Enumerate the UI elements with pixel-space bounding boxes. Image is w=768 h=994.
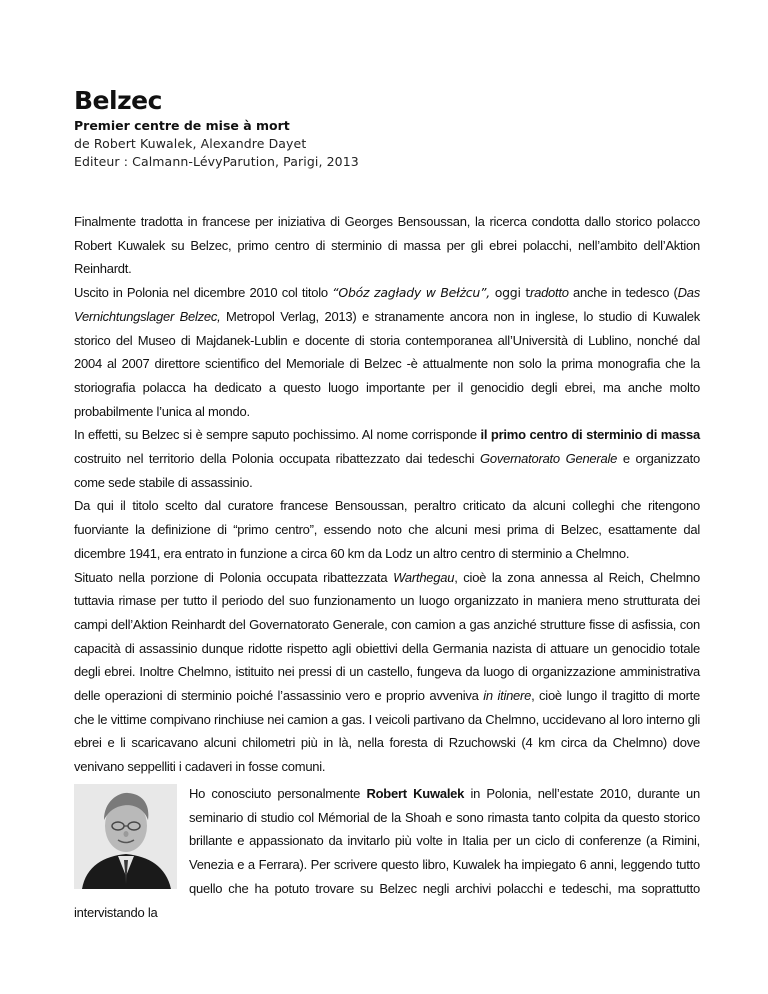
book-title: Belzec <box>74 86 162 115</box>
german-title: Das Vernichtungslager Belzec, <box>74 285 701 324</box>
article-body <box>74 210 700 779</box>
polish-title: “Obóz zagłady w Bełżcu”, <box>332 285 491 301</box>
bold-author-name: Robert Kuwalek <box>366 786 465 801</box>
paragraph-publication: Uscito in Polonia nel dicembre 2010 col titolo “Obóz zagłady w Bełżcu”, oggi tradotto anche in tedesco (Das Vernichtungslager Belzec, Metropol Verlag, 2013) e stranamente ancora non in inglese, lo studio di Kuwalek storico del Museo di Majdanek-Lublin e docente di storia contemporanea all’Università di Lublino, nonché dal 2004 al 2007 direttore scientifico del Memoriale di Belzec -è attualmente non solo la prima monografia che la storiografia polacca ha dedicato a questo luogo importante per il genocidio degli ebrei, ma anche molto probabilmente l’unica al mondo. <box>74 285 701 419</box>
paragraph-title-choice: Da qui il titolo scelto dal curatore francese Bensoussan, peraltro criticato da alcuni colleghi che ritengono fuorviante la definizione di “primo centro”, essendo noto che alcuni mesi prima di Belzec, esattamente dal dicembre 1941, era entrato in funzione a circa 60 km da Lodz un altro centro di sterminio a Chelmno. <box>74 498 700 561</box>
paragraph-intro: Finalmente tradotta in francese per iniziativa di Georges Bensoussan, la ricerca condotta dallo storico polacco Robert Kuwalek su Belzec, primo centro di sterminio di massa per gli ebrei polacchi, nell’ambito dell’Aktion Reinhardt. <box>74 214 700 277</box>
book-subtitle: Premier centre de mise à mort <box>74 118 290 133</box>
author-photo <box>74 784 177 889</box>
author-section <box>74 782 700 924</box>
paragraph-author-acquaintance: Ho conosciuto personalmente Robert Kuwalek in Polonia, nell’estate 2010, durante un seminario di studio col Mémorial de la Shoah e sono rimasta tanto colpita da questo storico brillante e appassionato da invitarlo più volte in Italia per un ciclo di conferenze (a Rimini, Venezia e a Ferrara). Per scrivere questo libro, Kuwalek ha impiegato 6 anni, leggendo tutto quello che ha potuto trovare su Belzec negli archivi polacchi e tedeschi, ma soprattutto intervistando la <box>74 786 700 920</box>
book-publisher: Editeur : Calmann-LévyParution, Parigi, 2013 <box>74 154 359 169</box>
portrait-image <box>74 784 177 889</box>
book-authors: de Robert Kuwalek, Alexandre Dayet <box>74 136 307 151</box>
paragraph-belzec: In effetti, su Belzec si è sempre saputo pochissimo. Al nome corrisponde il primo centro di sterminio di massa costruito nel territorio della Polonia occupata ribattezzato dai tedeschi Governatorato Generale e organizzato come sede stabile di assassinio. <box>74 427 700 490</box>
paragraph-chelmno: Situato nella porzione di Polonia occupata ribattezzata Warthegau, cioè la zona annessa al Reich, Chelmno tuttavia rimase per tutto il periodo del suo funzionamento un luogo organizzato in maniera meno strutturata dei campi dell’Aktion Reinhardt del Governatorato Generale, con camion a gas anziché strutture fisse di asfissia, con capacità di assassinio dunque ridotte rispetto agli obiettivi della Germania nazista di attuare un genocidio totale degli ebrei. Inoltre Chelmno, istituito nei pressi di un castello, fungeva da luogo di organizzazione amministrativa delle operazioni di sterminio poiché l’assassinio vero e proprio avveniva in itinere, cioè lungo il tragitto di morte che le vittime compivano rinchiuse nei camion a gas. I veicoli partivano da Chelmno, uccidevano al loro interno gli ebrei e li scaricavano alcuni chilometri più in là, nella foresta di Rzuchowski (4 km circa da Chelmno) dove venivano seppelliti i cadaveri in fosse comuni. <box>74 569 701 775</box>
bold-first-center: il primo centro di sterminio di massa <box>480 427 700 443</box>
